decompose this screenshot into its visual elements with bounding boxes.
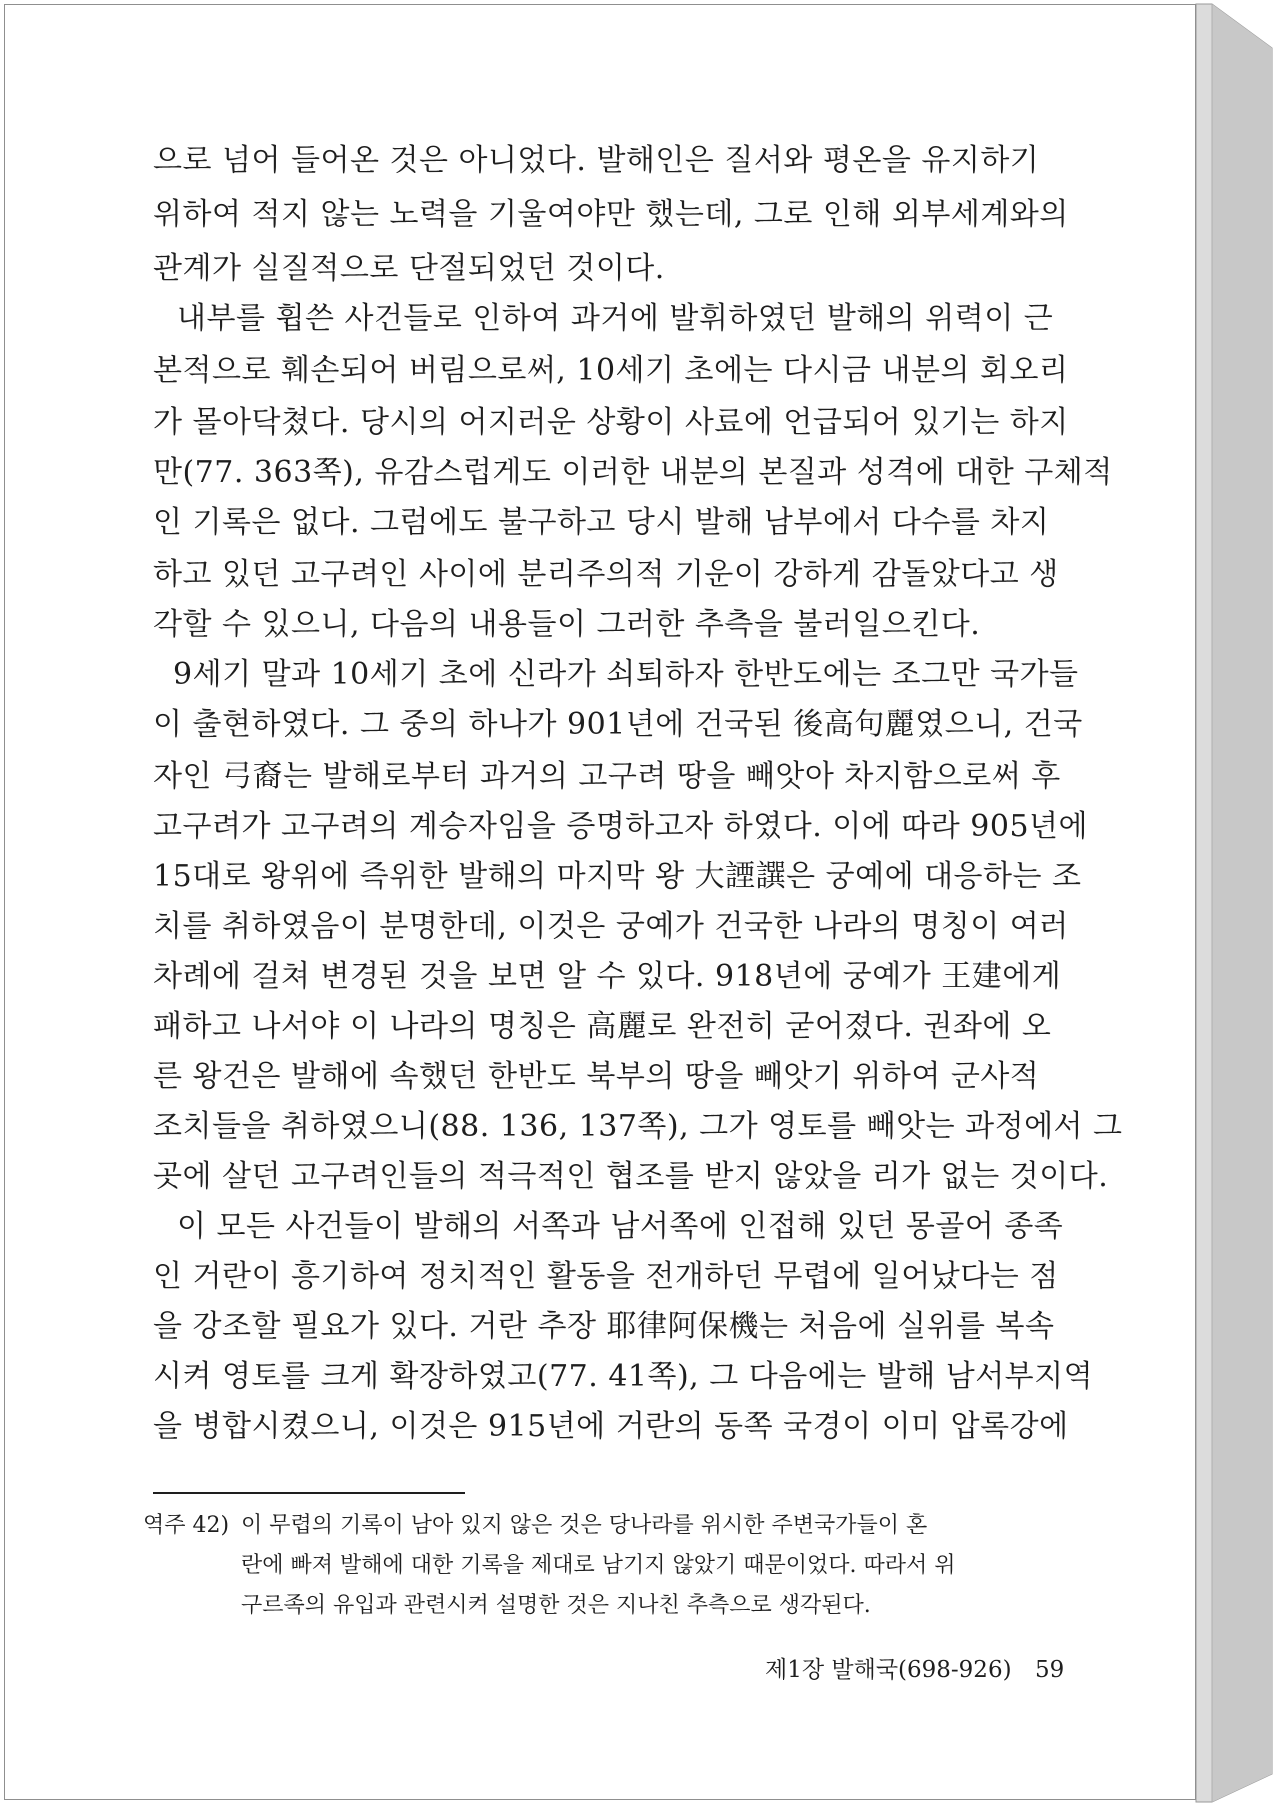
body-text-line: 15대로 왕위에 즉위한 발해의 마지막 왕 大諲譔은 궁예에 대응하는 조	[153, 859, 1082, 894]
footnote-line: 이 무렵의 기록이 남아 있지 않은 것은 당나라를 위시한 주변국가들이 혼	[241, 1513, 928, 1538]
document-page	[4, 4, 1196, 1800]
body-text-line: 조치들을 취하였으니(88. 136, 137쪽), 그가 영토를 빼앗는 과정에서 그	[153, 1109, 1123, 1144]
body-text-line: 시켜 영토를 크게 확장하였고(77. 41쪽), 그 다음에는 발해 남서부지역	[153, 1359, 1094, 1394]
body-text-line: 가 몰아닥쳤다. 당시의 어지러운 상황이 사료에 언급되어 있기는 하지	[153, 405, 1069, 440]
footnote-marker: 역주 42)	[143, 1513, 230, 1538]
body-text-line: 각할 수 있으니, 다음의 내용들이 그러한 추측을 불러일으킨다.	[153, 607, 981, 642]
body-text-line: 인 기록은 없다. 그럼에도 불구하고 당시 발해 남부에서 다수를 차지	[153, 505, 1050, 540]
body-text-line: 인 거란이 흥기하여 정치적인 활동을 전개하던 무렵에 일어났다는 점	[153, 1259, 1059, 1294]
body-text-line: 패하고 나서야 이 나라의 명칭은 高麗로 완전히 굳어졌다. 권좌에 오	[153, 1009, 1052, 1044]
body-text-line: 9세기 말과 10세기 초에 신라가 쇠퇴하자 한반도에는 조그만 국가들	[173, 657, 1079, 692]
body-text-line: 을 병합시켰으니, 이것은 915년에 거란의 동쪽 국경이 이미 압록강에	[153, 1409, 1069, 1444]
footnote-line: 란에 빠져 발해에 대한 기록을 제대로 남기지 않았기 때문이었다. 따라서 위	[241, 1553, 956, 1578]
body-text-line: 하고 있던 고구려인 사이에 분리주의적 기운이 강하게 감돌았다고 생	[153, 557, 1059, 592]
body-text-line: 자인 弓裔는 발해로부터 과거의 고구려 땅을 빼앗아 차지함으로써 후	[153, 759, 1061, 794]
body-text-line: 고구려가 고구려의 계승자임을 증명하고자 하였다. 이에 따라 905년에	[153, 809, 1089, 844]
page-number: 59	[1035, 1657, 1065, 1683]
body-text-line: 본적으로 훼손되어 버림으로써, 10세기 초에는 다시금 내분의 회오리	[153, 353, 1069, 388]
body-text-line: 관계가 실질적으로 단절되었던 것이다.	[153, 251, 665, 286]
body-text-line: 으로 넘어 들어온 것은 아니었다. 발해인은 질서와 평온을 유지하기	[153, 143, 1040, 178]
body-text-line: 차례에 걸쳐 변경된 것을 보면 알 수 있다. 918년에 궁예가 王建에게	[153, 959, 1062, 994]
body-text-line: 위하여 적지 않는 노력을 기울여야만 했는데, 그로 인해 외부세계와의	[153, 197, 1069, 232]
body-text-line: 른 왕건은 발해에 속했던 한반도 북부의 땅을 빼앗기 위하여 군사적	[153, 1059, 1040, 1094]
body-text-line: 이 출현하였다. 그 중의 하나가 901년에 건국된 後高句麗였으니, 건국	[153, 707, 1083, 742]
running-footer: 제1장 발해국(698-926)	[765, 1657, 1012, 1683]
body-text-line: 을 강조할 필요가 있다. 거란 추장 耶律阿保機는 처음에 실위를 복속	[153, 1309, 1055, 1344]
body-text-line: 이 모든 사건들이 발해의 서쪽과 남서쪽에 인접해 있던 몽골어 종족	[177, 1209, 1064, 1244]
body-text-line: 치를 취하였음이 분명한데, 이것은 궁예가 건국한 나라의 명칭이 여러	[153, 909, 1069, 944]
footnote-separator-rule	[153, 1492, 465, 1494]
body-text-line: 만(77. 363쪽), 유감스럽게도 이러한 내분의 본질과 성격에 대한 구체적	[153, 455, 1113, 490]
body-text-line: 내부를 휩쓴 사건들로 인하여 과거에 발휘하였던 발해의 위력이 근	[177, 301, 1054, 336]
footnote-line: 구르족의 유입과 관련시켜 설명한 것은 지나친 추측으로 생각된다.	[241, 1593, 871, 1618]
body-text-line: 곳에 살던 고구려인들의 적극적인 협조를 받지 않았을 리가 없는 것이다.	[153, 1159, 1109, 1194]
